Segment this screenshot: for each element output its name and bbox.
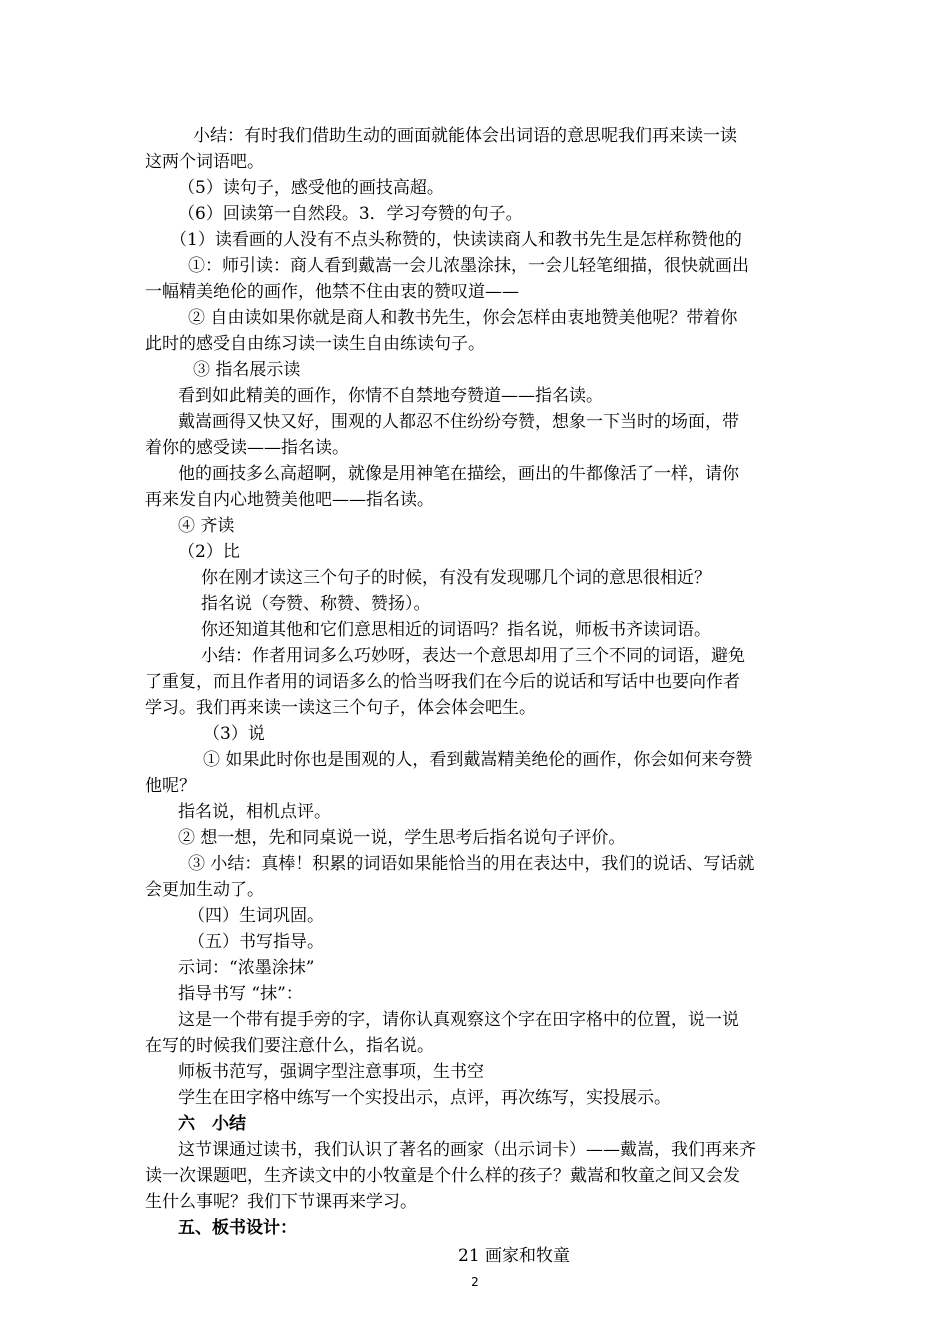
text-line: 在写的时候我们要注意什么，指名说。: [145, 1036, 434, 1056]
section-heading: 六 小结: [178, 1114, 246, 1134]
text-line: 会更加生动了。: [145, 880, 264, 900]
text-line: 戴嵩画得又快又好，围观的人都忍不住纷纷夸赞，想象一下当时的场面，带: [178, 412, 739, 432]
text-line: ② 自由读如果你就是商人和教书先生，你会怎样由衷地赞美他呢？带着你: [188, 308, 738, 328]
text-line: （5）读句子，感受他的画技高超。: [178, 178, 444, 198]
text-line: （1）读看画的人没有不点头称赞的，快读读商人和教书先生是怎样称赞他的: [170, 230, 742, 250]
text-line: 小结：有时我们借助生动的画面就能体会出词语的意思呢我们再来读一读: [193, 126, 737, 146]
section-heading: 五、板书设计：: [178, 1218, 297, 1238]
text-line: 你还知道其他和它们意思相近的词语吗？指名说，师板书齐读词语。: [201, 620, 711, 640]
text-line: 小结：作者用词多么巧妙呀，表达一个意思却用了三个不同的词语，避免: [201, 646, 745, 666]
text-line: ② 想一想，先和同桌说一说，学生思考后指名说句子评价。: [178, 828, 626, 848]
text-line: 指导书写 “抹”：: [178, 984, 303, 1004]
text-line: 指名说，相机点评。: [178, 802, 331, 822]
text-line: （3）说: [203, 724, 265, 744]
text-line: （五）书写指导。: [188, 932, 324, 952]
text-line: 一幅精美绝伦的画作，他禁不住由衷的赞叹道——: [145, 282, 519, 302]
text-line: ①：师引读：商人看到戴嵩一会儿浓墨涂抹，一会儿轻笔细描，很快就画出: [188, 256, 749, 276]
text-line: 学生在田字格中练写一个实投出示，点评，再次练写，实投展示。: [178, 1088, 671, 1108]
text-line: 师板书范写，强调字型注意事项，生书空: [178, 1062, 484, 1082]
text-line: 他的画技多么高超啊，就像是用神笔在描绘，画出的牛都像活了一样，请你: [178, 464, 739, 484]
text-line: ③ 指名展示读: [193, 360, 301, 380]
text-line: 这节课通过读书，我们认识了著名的画家（出示词卡）——戴嵩，我们再来齐: [178, 1140, 756, 1160]
text-line: ① 如果此时你也是围观的人，看到戴嵩精美绝伦的画作，你会如何来夸赞: [203, 750, 753, 770]
text-line: 着你的感受读——指名读。: [145, 438, 349, 458]
text-line: 这是一个带有提手旁的字，请你认真观察这个字在田字格中的位置，说一说: [178, 1010, 739, 1030]
text-line: ③ 小结：真棒！积累的词语如果能恰当的用在表达中，我们的说话、写话就: [188, 854, 755, 874]
text-line: （2）比: [178, 542, 240, 562]
text-line: 示词：“浓墨涂抹”: [178, 958, 315, 978]
board-title: 21 画家和牧童: [458, 1246, 571, 1266]
text-line: 这两个词语吧。: [145, 152, 264, 172]
text-line: 了重复，而且作者用的词语多么的恰当呀我们在今后的说话和写话中也要向作者: [145, 672, 740, 692]
text-line: 指名说（夸赞、称赞、赞扬）。: [201, 594, 431, 614]
text-line: （四）生词巩固。: [188, 906, 324, 926]
text-line: 看到如此精美的画作，你情不自禁地夸赞道——指名读。: [178, 386, 603, 406]
text-line: 学习。我们再来读一读这三个句子，体会体会吧生。: [145, 698, 536, 718]
text-line: 读一次课题吧，生齐读文中的小牧童是个什么样的孩子？戴嵩和牧童之间又会发: [145, 1166, 740, 1186]
page-number: 2: [471, 1275, 479, 1289]
text-line: 生什么事呢？我们下节课再来学习。: [145, 1192, 417, 1212]
text-line: （6）回读第一自然段。3．学习夸赞的句子。: [178, 204, 523, 224]
text-line: 你在刚才读这三个句子的时候，有没有发现哪几个词的意思很相近？: [201, 568, 711, 588]
text-line: 此时的感受自由练习读一读生自由练读句子。: [145, 334, 485, 354]
text-line: 他呢？: [145, 776, 196, 796]
text-line: 再来发自内心地赞美他吧——指名读。: [145, 490, 434, 510]
text-line: ④ 齐读: [178, 516, 235, 536]
